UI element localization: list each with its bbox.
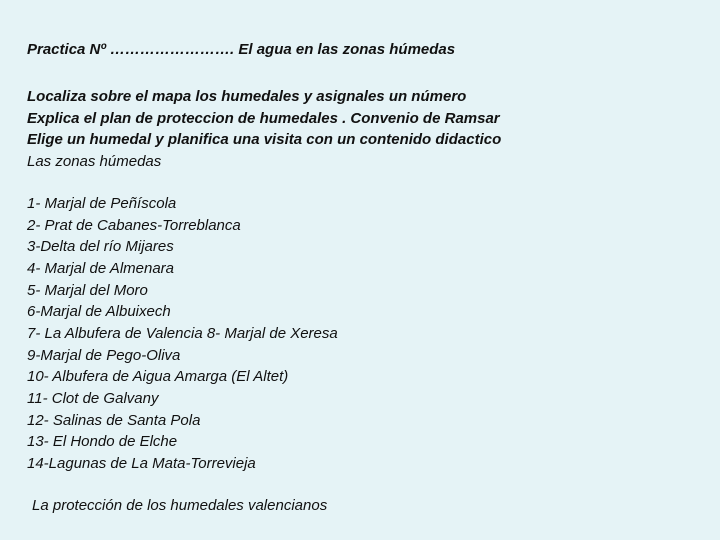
section-heading: Las zonas húmedas (27, 152, 162, 170)
list-item: 5- Marjal del Moro (27, 281, 148, 299)
list-item: 4- Marjal de Almenara (27, 259, 175, 277)
practice-title: Practica Nº ……………………. El agua en las zonas húmedas (27, 41, 456, 58)
list-item: 7- La Albufera de Valencia 8- Marjal de Xeresa (27, 324, 338, 342)
wetland-list (27, 193, 338, 475)
list-item: 2- Prat de Cabanes-Torreblanca (27, 216, 241, 234)
list-item: 1- Marjal de Peñíscola (27, 195, 177, 212)
task-item: Elige un humedal y planifica una visita con un contenido didactico (27, 131, 502, 149)
list-item: 11- Clot de Galvany (27, 389, 159, 407)
list-item: 13- El Hondo de Elche (27, 433, 178, 451)
task-list (27, 86, 501, 172)
list-item: 3-Delta del río Mijares (27, 238, 174, 256)
list-item: 6-Marjal de Albuixech (27, 303, 171, 321)
task-item: Localiza sobre el mapa los humedales y asignales un número (27, 88, 467, 105)
list-item: 10- Albufera de Aigua Amarga (El Altet) (27, 368, 289, 386)
list-item: 9-Marjal de Pego-Oliva (27, 346, 181, 364)
footer-heading: La protección de los humedales valencianos (32, 497, 328, 514)
list-item: 14-Lagunas de La Mata-Torrevieja (27, 454, 256, 472)
task-item: Explica el plan de proteccion de humedales . Convenio de Ramsar (27, 109, 500, 127)
list-item: 12- Salinas de Santa Pola (27, 411, 201, 429)
